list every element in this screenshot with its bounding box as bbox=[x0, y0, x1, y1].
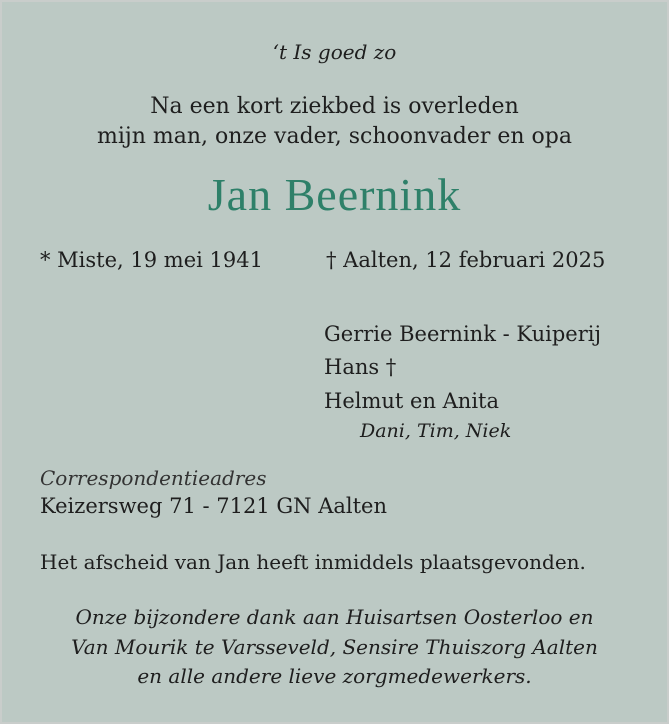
thanks-line-3: en alle andere lieve zorgmedewerkers. bbox=[137, 664, 532, 688]
thanks-line-2: Van Mourik te Varsseveld, Sensire Thuiszorg Aalten bbox=[71, 635, 598, 659]
grandchildren: Dani, Tim, Niek bbox=[360, 420, 512, 442]
death-info: † Aalten, 12 februari 2025 bbox=[326, 248, 606, 272]
motto: ‘t Is goed zo bbox=[272, 40, 397, 64]
birth-info: * Miste, 19 mei 1941 bbox=[40, 248, 263, 272]
deceased-name: Jan Beernink bbox=[207, 169, 462, 220]
correspondence-address: Keizersweg 71 - 7121 GN Aalten bbox=[40, 494, 388, 518]
intro-line-1: Na een kort ziekbed is overleden bbox=[150, 94, 519, 119]
correspondence-label: Correspondentieadres bbox=[40, 466, 267, 490]
family-member-3: Helmut en Anita bbox=[324, 389, 500, 413]
family-member-2: Hans † bbox=[324, 355, 397, 379]
family-member-1: Gerrie Beernink - Kuiperij bbox=[324, 322, 601, 346]
thanks-line-1: Onze bijzondere dank aan Huisartsen Oosterloo en bbox=[75, 605, 594, 629]
farewell-text: Het afscheid van Jan heeft inmiddels plaatsgevonden. bbox=[40, 550, 586, 574]
intro-line-2: mijn man, onze vader, schoonvader en opa bbox=[97, 124, 572, 149]
